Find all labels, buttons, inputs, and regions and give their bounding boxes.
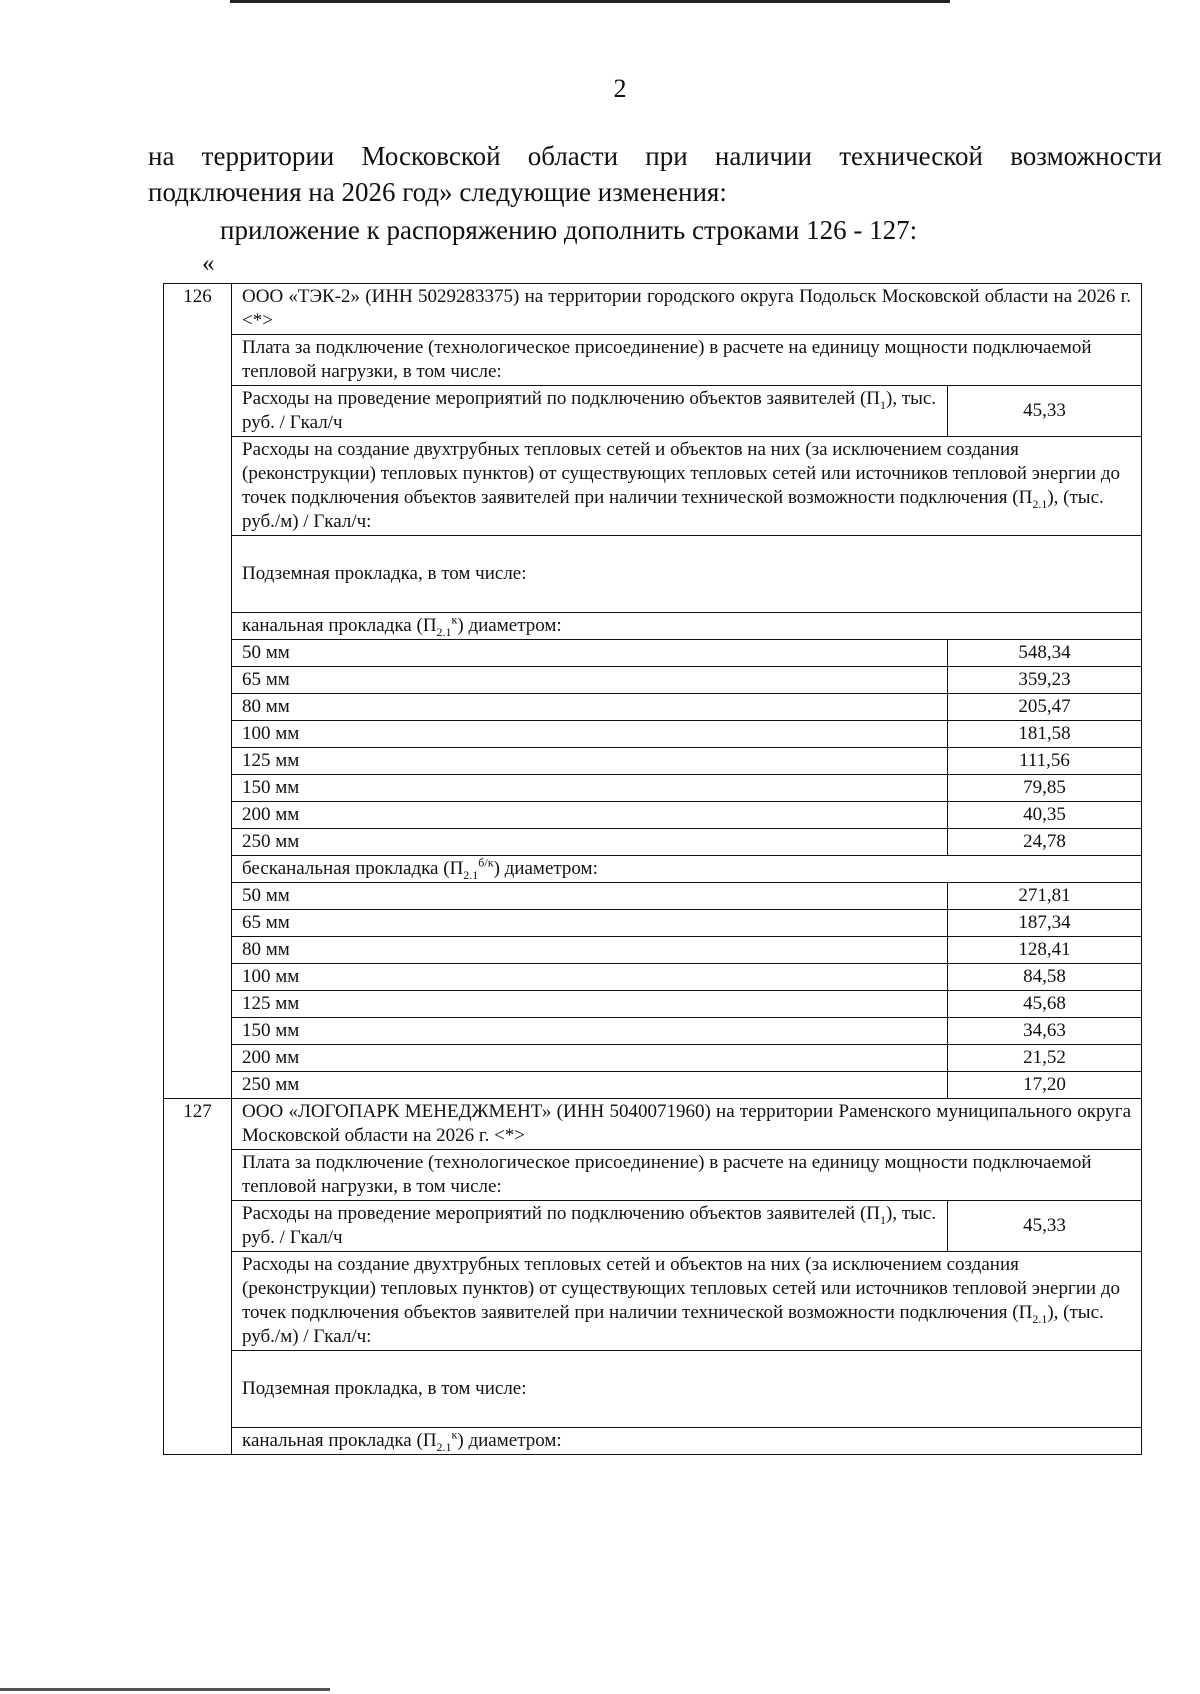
channel-diameter-row [164, 694, 1142, 721]
rate-value: 84,58 [948, 964, 1142, 991]
intro-line-1: на территории Московской области при наличии технической возможности [148, 141, 1162, 171]
underground-row [164, 536, 1142, 613]
channel-diameter-row [164, 640, 1142, 667]
diameter-label: 80 мм [232, 694, 948, 721]
intro-line-2: подключения на 2026 год» следующие изменения: [148, 177, 727, 207]
label-text: Расходы на проведение мероприятий по подключению объектов заявителей (П [242, 1203, 880, 1224]
p1-label [232, 1201, 948, 1252]
label-text: ) диаметром: [493, 858, 598, 879]
rate-value: 79,85 [948, 775, 1142, 802]
rate-value: 34,63 [948, 1018, 1142, 1045]
superscript-index: к [451, 1427, 458, 1442]
channel-diameter-row [164, 721, 1142, 748]
entry-number: 127 [164, 1099, 232, 1455]
rate-value: 40,35 [948, 802, 1142, 829]
channel-diameter-row [164, 802, 1142, 829]
rate-value: 187,34 [948, 910, 1142, 937]
channel-header-row [164, 1428, 1142, 1455]
label-text: Расходы на создание двухтрубных тепловых сетей и объектов на них (за исключением создания (реконструкции) тепловых пунктов) от существующих тепловых сетей или источников тепловой энергии до точек подключения объектов заявителей при наличии технической возможности подключения (П [242, 1254, 1121, 1323]
subscript-index: 1 [880, 1212, 886, 1227]
underground-label: Подземная прокладка, в том числе: [232, 536, 1142, 613]
channel-diameter-row [164, 775, 1142, 802]
p21-row [164, 437, 1142, 536]
diameter-label: 50 мм [232, 883, 948, 910]
rate-value: 21,52 [948, 1045, 1142, 1072]
rate-value: 45,68 [948, 991, 1142, 1018]
fee-label: Плата за подключение (технологическое присоединение) в расчете на единицу мощности подключаемой тепловой нагрузки, в том числе: [232, 335, 1142, 386]
nochannel-diameter-row [164, 937, 1142, 964]
p1-label [232, 386, 948, 437]
diameter-label: 80 мм [232, 937, 948, 964]
subscript-index: 2.1 [1032, 496, 1048, 511]
entry-title-row [164, 1099, 1142, 1150]
label-text: Расходы на создание двухтрубных тепловых сетей и объектов на них (за исключением создания (реконструкции) тепловых пунктов) от существующих тепловых сетей или источников тепловой энергии до точек подключения объектов заявителей при наличии технической возможности подключения (П [242, 439, 1121, 508]
diameter-label: 100 мм [232, 721, 948, 748]
rate-value: 205,47 [948, 694, 1142, 721]
p1-row [164, 386, 1142, 437]
label-text: ), тыс. руб. / Гкал/ч [242, 388, 937, 433]
label-text: ), (тыс. руб./м) / Гкал/ч: [242, 487, 1104, 532]
diameter-label: 150 мм [232, 1018, 948, 1045]
p1-value: 45,33 [948, 386, 1142, 437]
entry-title-row [164, 284, 1142, 335]
diameter-label: 150 мм [232, 775, 948, 802]
channel-label [232, 613, 1142, 640]
label-text: канальная прокладка (П [242, 615, 437, 636]
rate-value: 181,58 [948, 721, 1142, 748]
channel-diameter-row [164, 748, 1142, 775]
diameter-label: 125 мм [232, 991, 948, 1018]
diameter-label: 65 мм [232, 910, 948, 937]
subscript-index: 2.1 [1032, 1311, 1048, 1326]
tariff-table [163, 283, 1142, 1455]
entry-number: 126 [164, 284, 232, 1099]
label-text: канальная прокладка (П [242, 1430, 437, 1451]
nochannel-diameter-row [164, 883, 1142, 910]
p1-value: 45,33 [948, 1201, 1142, 1252]
channel-diameter-row [164, 667, 1142, 694]
fee-label: Плата за подключение (технологическое присоединение) в расчете на единицу мощности подключаемой тепловой нагрузки, в том числе: [232, 1150, 1142, 1201]
rate-value: 128,41 [948, 937, 1142, 964]
scan-bottom-edge [0, 1688, 330, 1691]
p1-row [164, 1201, 1142, 1252]
diameter-label: 65 мм [232, 667, 948, 694]
nochannel-diameter-row [164, 1018, 1142, 1045]
scan-top-edge [230, 0, 950, 3]
label-text: Расходы на проведение мероприятий по подключению объектов заявителей (П [242, 388, 880, 409]
diameter-label: 250 мм [232, 829, 948, 856]
diameter-label: 50 мм [232, 640, 948, 667]
subscript-index: 2.1 [436, 1439, 452, 1454]
subscript-index: 1 [880, 397, 886, 412]
subscript-index: 2.1 [463, 867, 479, 882]
channel-label [232, 1428, 1142, 1455]
underground-row [164, 1351, 1142, 1428]
rate-value: 111,56 [948, 748, 1142, 775]
superscript-index: б/к [478, 855, 494, 870]
nochannel-diameter-row [164, 1072, 1142, 1099]
p21-label [232, 437, 1142, 536]
underground-label: Подземная прокладка, в том числе: [232, 1351, 1142, 1428]
entry-title: ООО «ЛОГОПАРК МЕНЕДЖМЕНТ» (ИНН 5040071960) на территории Раменского муниципального округа Московской области на 2026 г. <*> [232, 1099, 1142, 1150]
nochannel-label [232, 856, 1142, 883]
p21-row [164, 1252, 1142, 1351]
diameter-label: 200 мм [232, 1045, 948, 1072]
diameter-label: 200 мм [232, 802, 948, 829]
nochannel-header-row [164, 856, 1142, 883]
nochannel-diameter-row [164, 964, 1142, 991]
label-text: бесканальная прокладка (П [242, 858, 464, 879]
diameter-label: 100 мм [232, 964, 948, 991]
intro-text [148, 138, 1162, 248]
open-quote: « [202, 250, 215, 277]
label-text: ), тыс. руб. / Гкал/ч [242, 1203, 937, 1248]
diameter-label: 125 мм [232, 748, 948, 775]
label-text: ) диаметром: [457, 1430, 562, 1451]
channel-header-row [164, 613, 1142, 640]
rate-value: 17,20 [948, 1072, 1142, 1099]
rate-value: 359,23 [948, 667, 1142, 694]
label-text: ) диаметром: [457, 615, 562, 636]
diameter-label: 250 мм [232, 1072, 948, 1099]
superscript-index: к [451, 612, 458, 627]
label-text: ), (тыс. руб./м) / Гкал/ч: [242, 1302, 1104, 1347]
rate-value: 24,78 [948, 829, 1142, 856]
fee-row [164, 335, 1142, 386]
entry-title: ООО «ТЭК-2» (ИНН 5029283375) на территории городского округа Подольск Московской области на 2026 г. <*> [232, 284, 1142, 335]
rate-value: 548,34 [948, 640, 1142, 667]
p21-label [232, 1252, 1142, 1351]
fee-row [164, 1150, 1142, 1201]
nochannel-diameter-row [164, 991, 1142, 1018]
intro-line-3: приложение к распоряжению дополнить строками 126 - 127: [220, 215, 918, 245]
nochannel-diameter-row [164, 1045, 1142, 1072]
channel-diameter-row [164, 829, 1142, 856]
nochannel-diameter-row [164, 910, 1142, 937]
page-number: 2 [613, 74, 627, 103]
subscript-index: 2.1 [436, 624, 452, 639]
rate-value: 271,81 [948, 883, 1142, 910]
